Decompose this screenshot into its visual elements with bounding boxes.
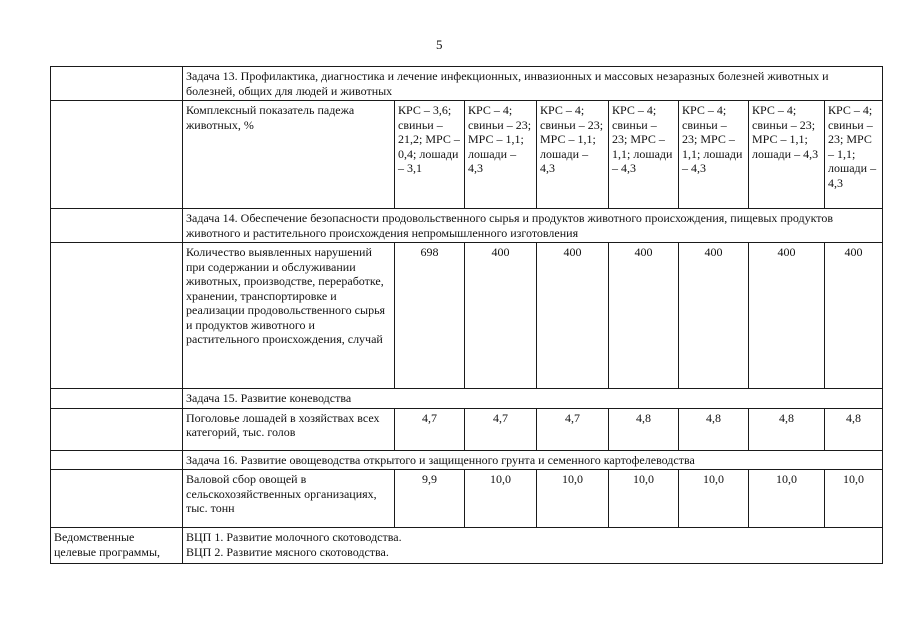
row-label-cell (51, 67, 183, 101)
task14-value-7: 400 (825, 243, 883, 389)
task15-title-row (51, 389, 883, 409)
programs-row (51, 528, 883, 564)
task15-value-7: 4,8 (825, 408, 883, 450)
row-label-cell (51, 101, 183, 209)
task16-value-2: 10,0 (465, 470, 537, 528)
task13-value-6: КРС – 4; свиньи – 23; МРС – 1,1; лошади – 4,3 (749, 101, 825, 209)
task16-value-6: 10,0 (749, 470, 825, 528)
program-item: ВЦП 2. Развитие мясного скотоводства. (186, 544, 389, 559)
task16-value-7: 10,0 (825, 470, 883, 528)
task16-value-1: 9,9 (395, 470, 465, 528)
row-label-cell (51, 408, 183, 450)
task13-value-4: КРС – 4; свиньи – 23; МРС – 1,1; лошади – 4,3 (609, 101, 679, 209)
task16-value-4: 10,0 (609, 470, 679, 528)
task16-title-row (51, 450, 883, 470)
programs-label: Ведомственные целевые программы, (51, 528, 183, 564)
task15-value-5: 4,8 (679, 408, 749, 450)
task13-value-3: КРС – 4; свиньи – 23; МРС – 1,1; лошади – 4,3 (537, 101, 609, 209)
task13-value-7: КРС – 4; свиньи – 23; МРС – 1,1; лошади – 4,3 (825, 101, 883, 209)
task13-indicator: Комплексный показатель падежа животных, % (183, 101, 395, 209)
row-label-cell (51, 389, 183, 409)
task13-indicator-row (51, 101, 883, 209)
task16-value-5: 10,0 (679, 470, 749, 528)
row-label-cell (51, 209, 183, 243)
task15-value-2: 4,7 (465, 408, 537, 450)
row-label-cell (51, 450, 183, 470)
task15-indicator: Поголовье лошадей в хозяйствах всех категорий, тыс. голов (183, 408, 395, 450)
task16-indicator: Валовой сбор овощей в сельскохозяйственных организациях, тыс. тонн (183, 470, 395, 528)
task14-value-3: 400 (537, 243, 609, 389)
row-label-cell (51, 470, 183, 528)
task14-value-2: 400 (465, 243, 537, 389)
task15-value-1: 4,7 (395, 408, 465, 450)
task15-value-6: 4,8 (749, 408, 825, 450)
task16-value-3: 10,0 (537, 470, 609, 528)
task16-title: Задача 16. Развитие овощеводства открытого и защищенного грунта и семенного картофелеводства (183, 450, 883, 470)
task14-indicator: Количество выявленных нарушений при содержании и обслуживании животных, производстве, переработке, хранении, транспортировке и реализации продовольственного сырья и продуктов животного и растительного происхождения, случай (183, 243, 395, 389)
task14-title-row (51, 209, 883, 243)
programs-list (183, 528, 883, 564)
task13-title-row (51, 67, 883, 101)
task16-indicator-row (51, 470, 883, 528)
row-label-cell (51, 243, 183, 389)
task13-title: Задача 13. Профилактика, диагностика и лечение инфекционных, инвазионных и массовых незаразных болезней животных и болезней, общих для людей и животных (183, 67, 883, 101)
task14-title: Задача 14. Обеспечение безопасности продовольственного сырья и продуктов животного происхождения, пищевых продуктов животного и растительного происхождения непромышленного изготовления (183, 209, 883, 243)
program-item: ВЦП 1. Развитие молочного скотоводства. (186, 530, 402, 544)
task14-value-4: 400 (609, 243, 679, 389)
task15-title: Задача 15. Развитие коневодства (183, 389, 883, 409)
task13-value-1: КРС – 3,6; свиньи – 21,2; МРС – 0,4; лошади – 3,1 (395, 101, 465, 209)
task13-value-2: КРС – 4; свиньи – 23; МРС – 1,1; лошади – 4,3 (465, 101, 537, 209)
task14-value-6: 400 (749, 243, 825, 389)
page-number: 5 (436, 37, 443, 52)
task14-value-1: 698 (395, 243, 465, 389)
task15-indicator-row (51, 408, 883, 450)
task13-value-5: КРС – 4; свиньи – 23; МРС – 1,1; лошади – 4,3 (679, 101, 749, 209)
task14-indicator-row (51, 243, 883, 389)
task14-value-5: 400 (679, 243, 749, 389)
indicators-table (50, 66, 883, 564)
task15-value-3: 4,7 (537, 408, 609, 450)
task15-value-4: 4,8 (609, 408, 679, 450)
